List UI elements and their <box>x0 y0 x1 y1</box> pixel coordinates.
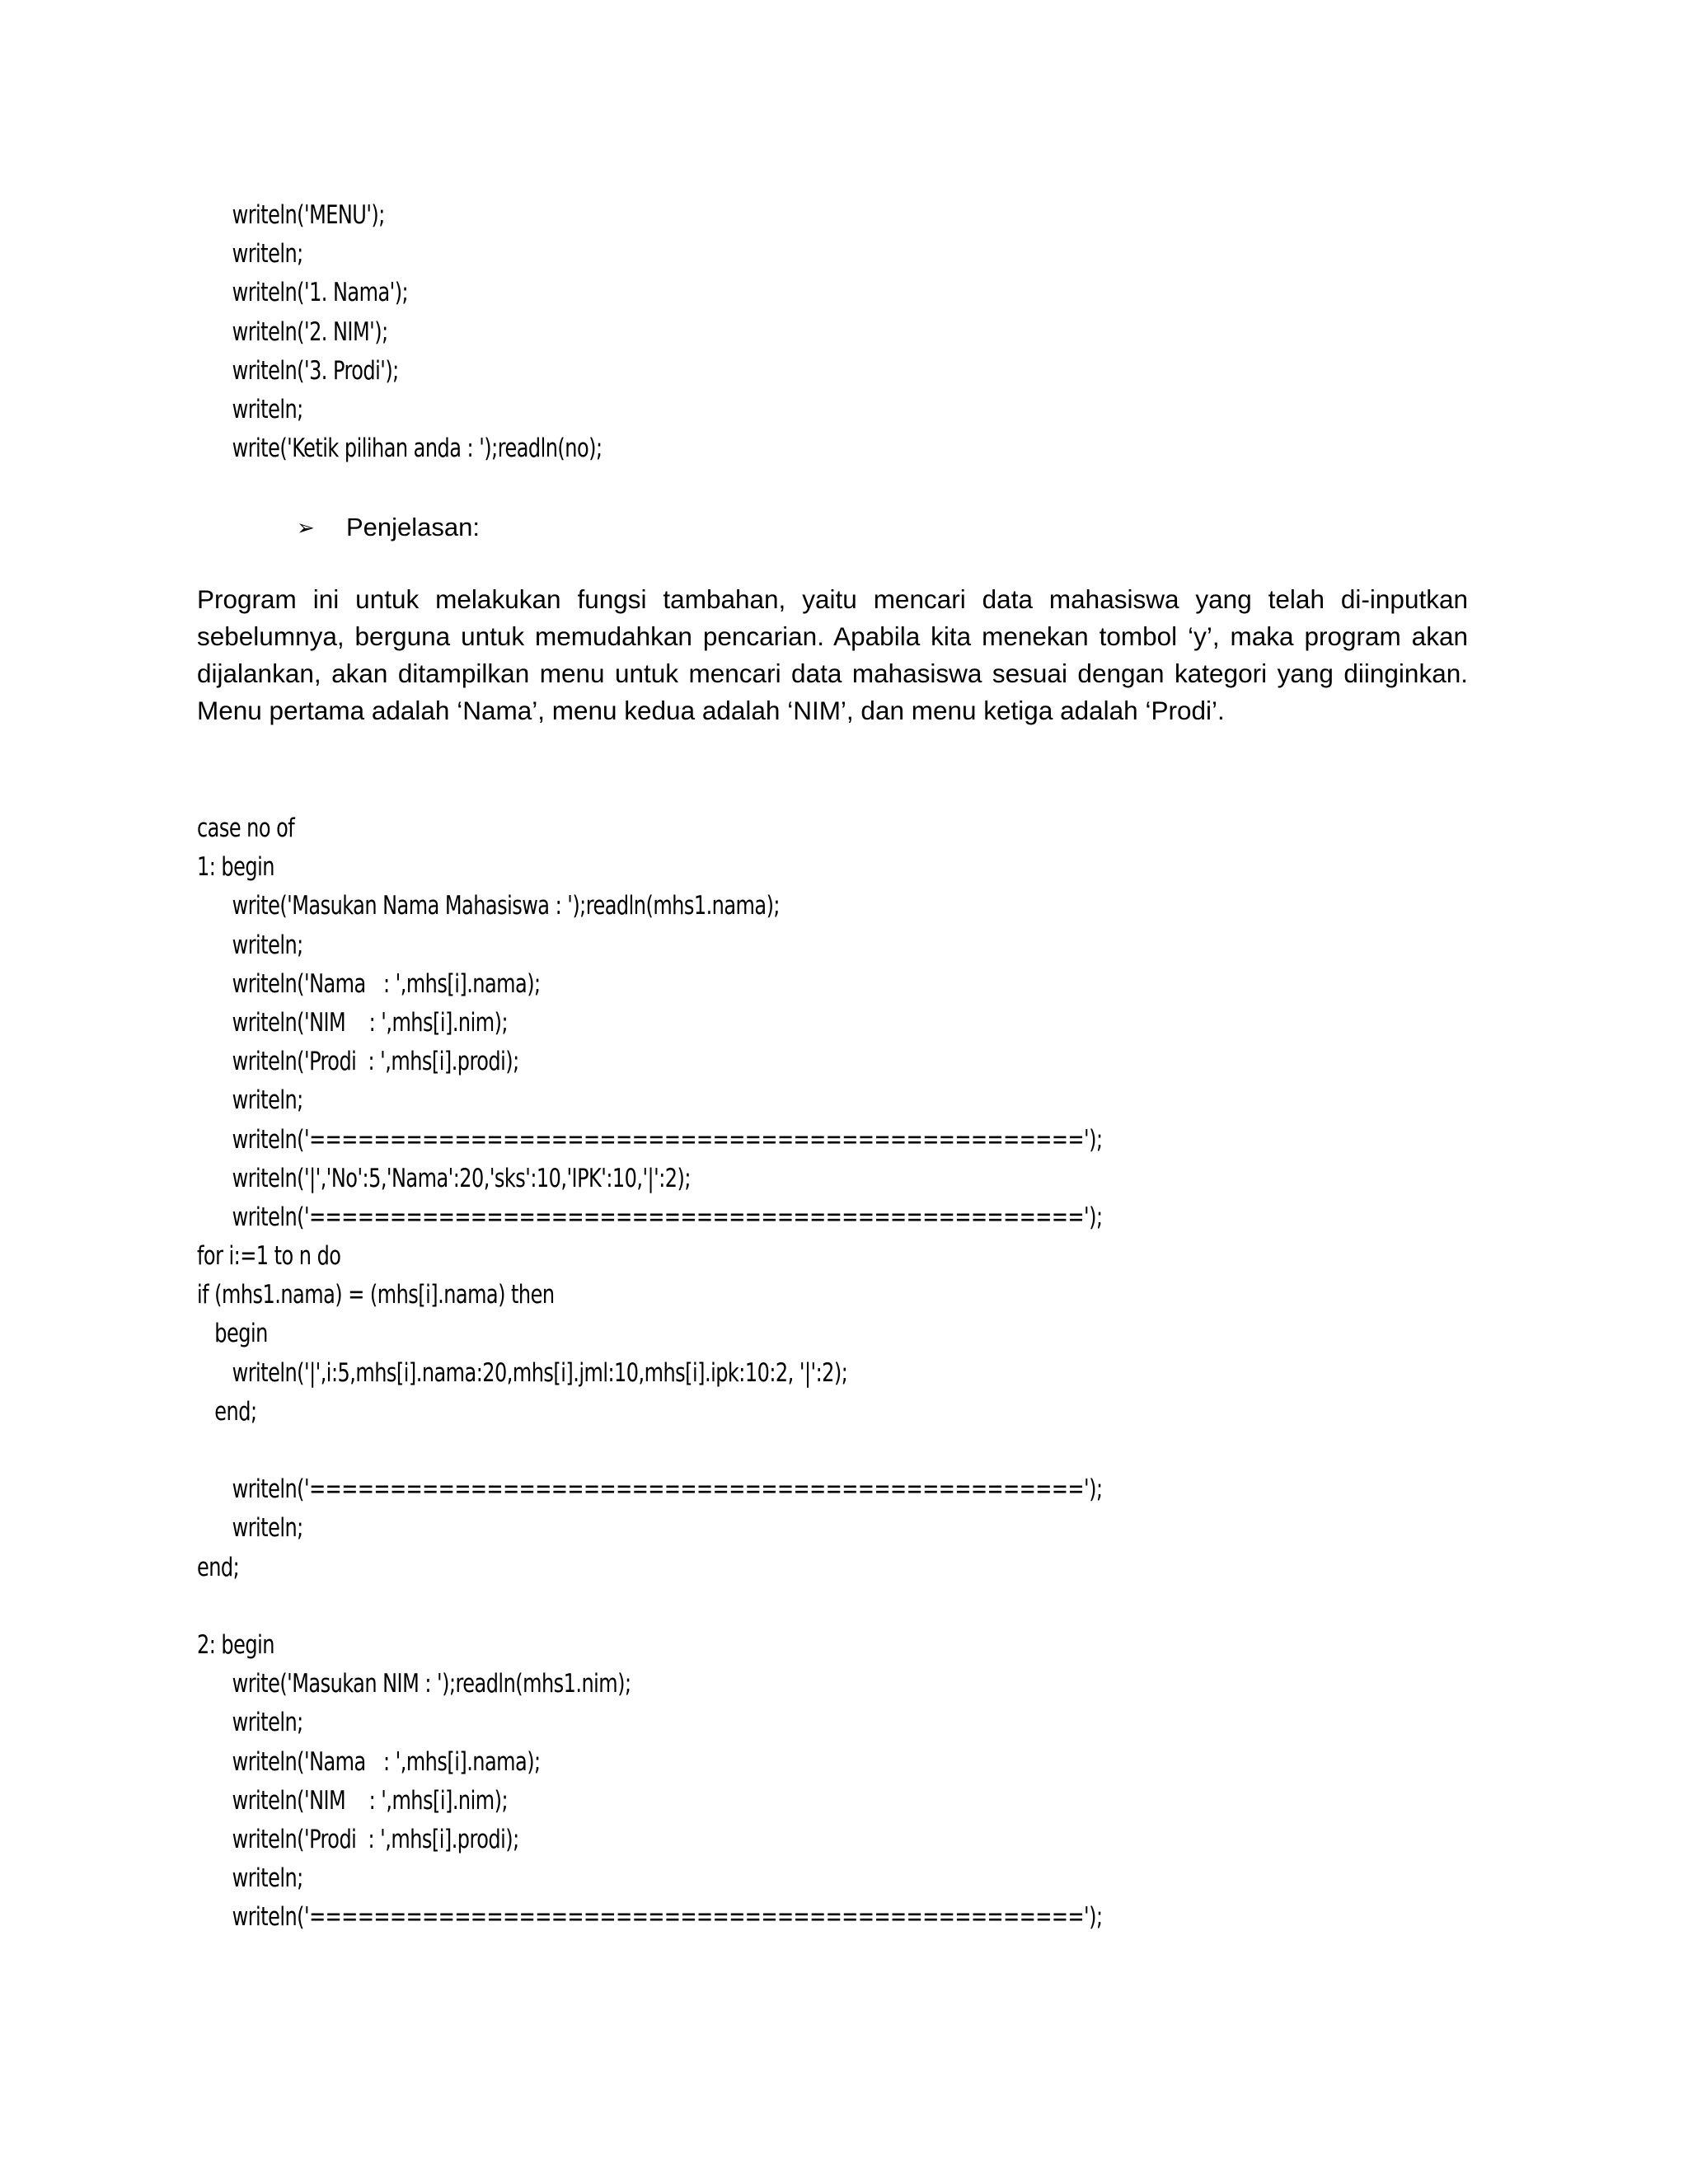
bullet-label: Penjelasan: <box>346 513 481 541</box>
explanation-paragraph: Program ini untuk melakukan fungsi tambahan, yaitu mencari data mahasiswa yang telah di-inputkan sebelumnya, berguna untuk memudahkan pencarian. Apabila kita menekan tombol ‘y’, maka program akan dijalankan, akan ditampilkan menu untuk mencari data mahasiswa sesuai dengan kategori yang diinginkan. Menu pertama adalah ‘Nama’, menu kedua adalah ‘NIM’, dan menu ketiga adalah ‘Prodi’. <box>197 584 1468 725</box>
code-block-menu <box>197 196 668 468</box>
code-line: writeln('NIM : ',mhs[i].nim); <box>197 1785 509 1816</box>
code-line: writeln('|',i:5,mhs[i].nama:20,mhs[i].jml:10,mhs[i].ipk:10:2, '|':2); <box>197 1357 848 1388</box>
code-line: for i:=1 to n do <box>197 1241 341 1272</box>
code-line: writeln; <box>197 239 303 269</box>
code-line: writeln('NIM : ',mhs[i].nim); <box>197 1007 509 1038</box>
code-line: writeln; <box>197 394 303 424</box>
code-line: write('Masukan NIM : ');readln(mhs1.nim); <box>197 1669 631 1699</box>
code-line: writeln('Prodi : ',mhs[i].prodi); <box>197 1824 519 1854</box>
arrow-bullet-icon: ➢ <box>297 515 315 540</box>
code-line: writeln; <box>197 1708 303 1738</box>
code-line: writeln('MENU'); <box>197 200 385 230</box>
code-line: writeln; <box>197 1513 303 1544</box>
code-line <box>197 1432 1103 1470</box>
code-line: begin <box>197 1319 268 1349</box>
code-line: writeln('================================================'); <box>197 1902 1103 1933</box>
code-line: writeln('3. Prodi'); <box>197 355 399 386</box>
code-block-case <box>197 809 1250 1937</box>
code-line: end; <box>197 1396 257 1427</box>
code-line: end; <box>197 1552 240 1582</box>
code-line: writeln; <box>197 1863 303 1894</box>
code-line: write('Masukan Nama Mahasiswa : ');readln(mhs1.nama); <box>197 891 781 921</box>
code-line: writeln('2. NIM'); <box>197 316 388 347</box>
code-line: 2: begin <box>197 1629 274 1660</box>
code-line: writeln('Nama : ',mhs[i].nama); <box>197 1746 541 1777</box>
code-line: writeln; <box>197 930 303 960</box>
code-line: writeln('1. Nama'); <box>197 278 409 308</box>
code-line: write('Ketik pilihan anda : ');readln(no); <box>197 434 603 464</box>
code-line: writeln('|','No':5,'Nama':20,'sks':10,'IPK':10,'|':2); <box>197 1163 691 1193</box>
code-line: 1: begin <box>197 852 274 883</box>
code-line: writeln('================================================'); <box>197 1474 1103 1505</box>
code-line: case no of <box>197 813 295 843</box>
code-line: writeln('Prodi : ',mhs[i].prodi); <box>197 1047 519 1077</box>
code-line: if (mhs1.nama) = (mhs[i].nama) then <box>197 1280 555 1310</box>
code-line: writeln; <box>197 1085 303 1116</box>
code-line <box>197 1587 1103 1626</box>
code-line: writeln('================================================'); <box>197 1124 1103 1155</box>
bullet-item-penjelasan <box>297 509 480 546</box>
code-line: writeln('================================================'); <box>197 1202 1103 1232</box>
code-line: writeln('Nama : ',mhs[i].nama); <box>197 968 541 999</box>
